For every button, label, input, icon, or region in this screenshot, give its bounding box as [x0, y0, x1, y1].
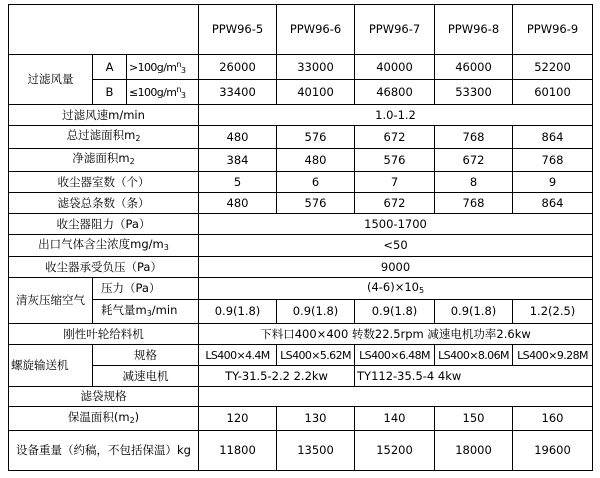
air-volume-b-value: 46800 — [355, 80, 435, 105]
air-consumption-value: 0.9(1.8) — [199, 300, 277, 324]
screw-spec-value: LS400×5.62M — [277, 345, 355, 366]
bag-count-label: 滤袋总条数（条） — [9, 193, 199, 214]
insulation-area-value: 160 — [513, 407, 593, 431]
air-pressure-row — [9, 278, 593, 300]
filter-velocity-value: 1.0-1.2 — [199, 105, 593, 126]
insulation-area-value: 120 — [199, 407, 277, 431]
air-volume-a-code: A — [93, 55, 127, 80]
insulation-area-value: 130 — [277, 407, 355, 431]
air-consumption-row — [9, 300, 593, 324]
screw-spec-value: LS400×8.06M — [435, 345, 513, 366]
equipment-weight-value: 13500 — [277, 431, 355, 471]
header-row — [9, 5, 593, 55]
screw-motor-value-1: TY-31.5-2.2 2.2kw — [199, 366, 355, 387]
screw-conveyor-label: 螺旋输送机 — [9, 345, 93, 387]
model-header: PPW96-6 — [277, 5, 355, 55]
air-volume-b-code: B — [93, 80, 127, 105]
air-volume-b-condition: $\le 100g/m^n_3$ — [127, 80, 199, 105]
air-volume-b-value: 33400 — [199, 80, 277, 105]
total-filter-area-value: 672 — [355, 126, 435, 149]
negative-pressure-row — [9, 257, 593, 278]
filter-velocity-label: 过滤风速m/min — [9, 105, 199, 126]
net-filter-area-label: 净滤面积$m_2$ — [9, 149, 199, 172]
air-volume-a-value: 46000 — [435, 55, 513, 80]
net-filter-area-value: 768 — [513, 149, 593, 172]
bag-spec-value — [199, 387, 593, 407]
air-volume-a-row — [9, 55, 593, 80]
air-cleaning-label: 清灰压缩空气 — [9, 278, 93, 324]
model-header: PPW96-9 — [513, 5, 593, 55]
chamber-count-value: 7 — [355, 172, 435, 193]
total-filter-area-value: 576 — [277, 126, 355, 149]
bag-count-value: 768 — [435, 193, 513, 214]
screw-motor-label: 减速电机 — [93, 366, 199, 387]
total-filter-area-value: 768 — [435, 126, 513, 149]
screw-motor-value-2: TY112-35.5-4 4kw — [355, 366, 593, 387]
air-volume-a-value: 52200 — [513, 55, 593, 80]
bag-spec-label: 滤袋规格 — [9, 387, 199, 407]
bag-count-value: 864 — [513, 193, 593, 214]
total-filter-area-value: 864 — [513, 126, 593, 149]
equipment-weight-label: 设备重量（约稿，不包括保温）kg — [9, 431, 199, 471]
total-filter-area-row — [9, 126, 593, 149]
insulation-area-value: 140 — [355, 407, 435, 431]
bag-count-value: 480 — [199, 193, 277, 214]
equipment-weight-value: 15200 — [355, 431, 435, 471]
total-filter-area-value: 480 — [199, 126, 277, 149]
screw-spec-label: 规格 — [93, 345, 199, 366]
chamber-count-row — [9, 172, 593, 193]
header-blank-cell — [9, 5, 199, 55]
equipment-weight-value: 19600 — [513, 431, 593, 471]
rotary-feeder-value: 下料口400×400 转数22.5rpm 减速电机功率2.6kw — [199, 324, 593, 345]
chamber-count-value: 6 — [277, 172, 355, 193]
screw-spec-value: LS400×9.28M — [513, 345, 593, 366]
net-filter-area-value: 480 — [277, 149, 355, 172]
insulation-area-label: 保温面积$(m_2)$ — [9, 407, 199, 431]
air-volume-label: 过滤风量 — [9, 55, 93, 105]
bag-count-row — [9, 193, 593, 214]
total-filter-area-label: 总过滤面积$m_2$ — [9, 126, 199, 149]
resistance-label: 收尘器阻力（Pa） — [9, 214, 199, 235]
equipment-weight-value: 11800 — [199, 431, 277, 471]
net-filter-area-value: 576 — [355, 149, 435, 172]
air-volume-a-value: 33000 — [277, 55, 355, 80]
air-volume-a-value: 26000 — [199, 55, 277, 80]
air-volume-b-row — [9, 80, 593, 105]
air-consumption-value: 1.2(2.5) — [513, 300, 593, 324]
air-volume-a-condition: $>100g/m^n_3$ — [127, 55, 199, 80]
net-filter-area-row — [9, 149, 593, 172]
equipment-weight-row — [9, 431, 593, 471]
chamber-count-value: 9 — [513, 172, 593, 193]
net-filter-area-value: 384 — [199, 149, 277, 172]
air-pressure-value: $(4-6)\times 10_5$ — [199, 278, 593, 300]
model-header: PPW96-7 — [355, 5, 435, 55]
air-volume-b-value: 53300 — [435, 80, 513, 105]
model-header: PPW96-8 — [435, 5, 513, 55]
rotary-feeder-label: 刚性叶轮给料机 — [9, 324, 199, 345]
air-volume-b-value: 40100 — [277, 80, 355, 105]
air-volume-a-value: 40000 — [355, 55, 435, 80]
bag-count-value: 576 — [277, 193, 355, 214]
air-consumption-value: 0.9(1.8) — [277, 300, 355, 324]
screw-motor-row — [9, 366, 593, 387]
net-filter-area-value: 672 — [435, 149, 513, 172]
filter-velocity-row — [9, 105, 593, 126]
screw-spec-value: LS400×6.48M — [355, 345, 435, 366]
equipment-weight-value: 18000 — [435, 431, 513, 471]
screw-spec-row — [9, 345, 593, 366]
negative-pressure-label: 收尘器承受负压（Pa） — [9, 257, 199, 278]
air-consumption-value: 0.9(1.8) — [355, 300, 435, 324]
bag-spec-row — [9, 387, 593, 407]
insulation-area-value: 150 — [435, 407, 513, 431]
screw-spec-value: LS400×4.4M — [199, 345, 277, 366]
air-pressure-label: 压力（Pa） — [93, 278, 199, 300]
negative-pressure-value: 9000 — [199, 257, 593, 278]
outlet-dust-row — [9, 235, 593, 257]
model-header: PPW96-5 — [199, 5, 277, 55]
spec-table — [8, 4, 593, 471]
insulation-area-row — [9, 407, 593, 431]
resistance-row — [9, 214, 593, 235]
chamber-count-value: 8 — [435, 172, 513, 193]
air-consumption-value: 0.9(1.8) — [435, 300, 513, 324]
outlet-dust-label: 出口气体含尘浓度$mg/m_3$ — [9, 235, 199, 257]
air-consumption-label: 耗气量$m_3/\min$ — [93, 300, 199, 324]
air-volume-b-value: 60100 — [513, 80, 593, 105]
resistance-value: 1500-1700 — [199, 214, 593, 235]
rotary-feeder-row — [9, 324, 593, 345]
outlet-dust-value: <50 — [199, 235, 593, 257]
chamber-count-value: 5 — [199, 172, 277, 193]
chamber-count-label: 收尘器室数（个） — [9, 172, 199, 193]
bag-count-value: 672 — [355, 193, 435, 214]
